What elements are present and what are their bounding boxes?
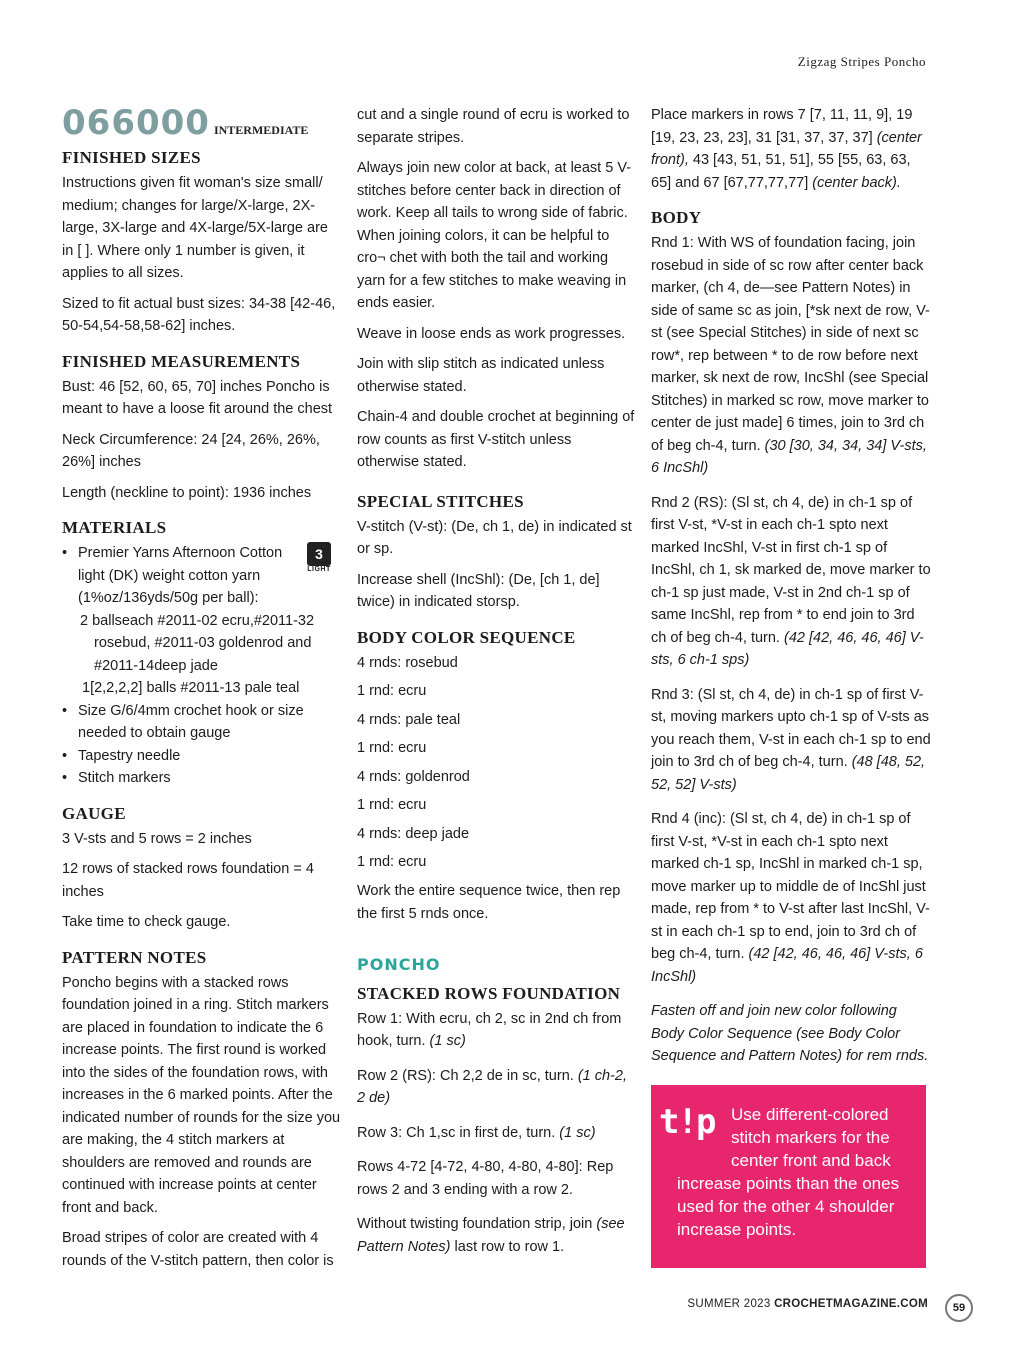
finished-sizes-heading: FINISHED SIZES bbox=[62, 148, 201, 167]
gauge-heading: GAUGE bbox=[62, 803, 126, 823]
pattern-notes-text-1: Poncho begins with a stacked rows foundation joined in a ring. Stitch markers are placed in foundation to indicate the 6 increase points. The first round is worked into the sides of the foundation rows, with increases in the 6 marked points. After the indicated number of rounds for the size you are making, the 4 stitch markers at shoulders are removed and rounds are continued with increase points at center front and back. bbox=[62, 974, 341, 1216]
sequence-item: 4 rnds: rosebud bbox=[357, 654, 458, 671]
finished-measurements-section bbox=[62, 352, 342, 505]
gauge-text-2: 12 rows of stacked rows foundation = 4 inches bbox=[62, 861, 314, 900]
materials-heading: MATERIALS bbox=[62, 518, 167, 537]
row-1-text: With ecru, ch 2, sc in 2nd ch from hook, turn. bbox=[357, 1010, 622, 1049]
column-2 bbox=[357, 104, 635, 1270]
pattern-notes-text-4: Weave in loose ends as work progresses. bbox=[357, 325, 626, 342]
page-footer bbox=[687, 1298, 928, 1310]
gauge-section bbox=[62, 804, 342, 934]
running-head: Zigzag Stripes Poncho bbox=[797, 54, 926, 69]
sequence-item: 1 rnd: ecru bbox=[357, 683, 427, 699]
row-3-text: Ch 1,sc in first de, turn. bbox=[402, 1124, 556, 1141]
pattern-notes-text-5: Join with slip stitch as indicated unless otherwise stated. bbox=[357, 356, 605, 395]
row-1-count: (1 sc) bbox=[425, 1033, 466, 1049]
column-1 bbox=[62, 104, 342, 1286]
gauge-text-3: Take time to check gauge. bbox=[62, 914, 231, 930]
materials-list bbox=[62, 542, 342, 790]
materials-yarn-colors-b: 1[2,2,2,2] balls #2011-13 pale teal bbox=[82, 680, 300, 696]
row-2-text: Ch 2,2 de in sc, turn. bbox=[435, 1067, 574, 1084]
length-value: 1936 inches bbox=[228, 484, 312, 501]
rows-4-72 bbox=[357, 1156, 635, 1201]
pattern-notes-text-3: Always join new color at back, at least 5 V-stitches before center back in direction of work. Keep all tails to wrong side of fabric. When joining colors, it can be helpful to cro¬ chet with both the tail and working yarn for a few stitches to make weaving in ends easier. bbox=[357, 160, 632, 311]
marker-text-1: Place markers in rows 7 [7, 11, 11, 9], 19 [19, 23, 23, 23], 31 [31, 37, 37, 37] bbox=[651, 107, 913, 146]
increase-shell-def bbox=[357, 569, 635, 614]
bust-measurement bbox=[62, 376, 342, 421]
sequence-item: 4 rnds: deep jade bbox=[357, 825, 470, 842]
tip-text bbox=[677, 1103, 912, 1241]
yarn-weight-label: LIGHT bbox=[307, 566, 331, 573]
pattern-notes-text-2-col2: cut and a single round of ecru is worked to separate stripes. bbox=[357, 107, 630, 146]
body-section bbox=[651, 208, 931, 1068]
foundation-section bbox=[357, 984, 635, 1259]
row-2 bbox=[357, 1065, 635, 1110]
gauge-text-1: 3 V-sts and 5 rows = 2 inches bbox=[62, 830, 252, 847]
sequence-note: Work the entire sequence twice, then rep the first 5 rnds once. bbox=[357, 882, 621, 922]
row-3-count: (1 sc) bbox=[555, 1124, 596, 1141]
materials-item-needle: • Tapestry needle bbox=[62, 745, 342, 768]
sequence-item: 4 rnds: pale teal bbox=[357, 711, 461, 728]
join-instruction bbox=[357, 1213, 635, 1258]
marker-italic-2: (center back). bbox=[808, 174, 901, 191]
row-2-label: Row 2 (RS): bbox=[357, 1067, 436, 1084]
join-text: Without twisting foundation strip, join bbox=[357, 1216, 597, 1232]
v-stitch-label: V-stitch (V-st): bbox=[357, 518, 448, 535]
skill-level: INTERMEDIATE bbox=[213, 123, 309, 137]
rnd-1-count: (30 [30, 34, 34, 34] V-sts, 6 IncShl) bbox=[651, 437, 927, 476]
sequence-item: 1 rnd: ecru bbox=[357, 797, 427, 813]
fasten-off bbox=[651, 1000, 931, 1068]
materials-item-yarn: • Premier Yarns Afternoon Cotton light (DK) weight cotton yarn (1%oz/136yds/50g per ball): bbox=[62, 542, 342, 610]
row-2-count: (1 ch-2, 2 de) bbox=[357, 1067, 627, 1106]
finished-sizes-section bbox=[62, 148, 342, 338]
rnd-1 bbox=[651, 232, 931, 480]
footer-site: CROCHETMAGAZINE.COM bbox=[774, 1298, 928, 1310]
sequence-item: 4 rnds: goldenrod bbox=[357, 768, 470, 785]
row-1-label: Row 1: bbox=[357, 1010, 403, 1027]
row-1 bbox=[357, 1008, 635, 1053]
rnd-4-text: (Sl st, ch 4, de) in ch-1 sp of first V-st, *V-st in each ch-1 spto next marked ch-1 sp, IncShl in marked ch-1 sp, move marker up to middle de of IncShl just made, rep from * to V-st after last IncShl, V-st in each ch-1 sp to end, join to 3rd ch of beg ch-4, turn. bbox=[651, 811, 930, 962]
body-heading: BODY bbox=[651, 208, 702, 227]
rnd-3-count: (48 [48, 52, 52, 52] V-sts) bbox=[651, 754, 926, 793]
rnd-2-text: (Sl st, ch 4, de) in ch-1 sp of first V-st, *V-st in each ch-1 spto next marked IncShl, V-st in first ch-1 sp of IncShl, ch 1, sk marked de, move marker to ch-1 sp just made, V-st in 2nd ch-1 sp of same IncShl, rep from * to end join to 3rd ch of beg ch-4, turn. bbox=[651, 494, 931, 646]
neck-label: Neck Circumference: bbox=[62, 431, 198, 448]
length-label: Length (neckline to point): bbox=[62, 484, 229, 501]
special-stitches-heading: SPECIAL STITCHES bbox=[357, 491, 524, 511]
bust-label: Bust: bbox=[62, 378, 96, 395]
pattern-notes-section bbox=[62, 948, 342, 1273]
foundation-heading: STACKED ROWS FOUNDATION bbox=[357, 983, 621, 1003]
column-3 bbox=[651, 104, 931, 1080]
row-3 bbox=[357, 1122, 635, 1145]
sequence-item: 1 rnd: ecru bbox=[357, 740, 427, 756]
rows-4-72-text: Rep rows 2 and 3 ending with a row 2. bbox=[357, 1159, 614, 1198]
rnd-2-count: (42 [42, 46, 46, 46] V-sts, 6 ch-1 sps) bbox=[651, 629, 924, 668]
tip-logo-icon: t!p bbox=[659, 1102, 715, 1142]
poncho-heading: PONCHO bbox=[357, 954, 441, 974]
rnd-4 bbox=[651, 808, 931, 988]
neck-measurement bbox=[62, 429, 342, 474]
v-stitch-text: (De, ch 1, de) in indicated st or sp. bbox=[357, 518, 632, 557]
materials-item-markers: • Stitch markers bbox=[62, 767, 342, 790]
rnd-2 bbox=[651, 492, 931, 672]
rnd-4-count: (42 [42, 46, 46, 46] V-sts, 6 IncShl) bbox=[651, 946, 923, 985]
pattern-notes-heading: PATTERN NOTES bbox=[62, 947, 207, 967]
body-color-sequence-section bbox=[357, 628, 635, 927]
materials-section bbox=[62, 518, 342, 790]
v-stitch-def bbox=[357, 516, 635, 561]
increase-shell-text: (De, [ch 1, de] twice) in indicated storsp. bbox=[357, 571, 600, 610]
rows-4-72-label: Rows 4-72 [4-72, 4-80, 4-80, 4-80]: bbox=[357, 1159, 583, 1175]
pattern-notes-text-2-col1: Broad stripes of color are created with 4 rounds of the V-stitch pattern, then color is bbox=[62, 1230, 334, 1269]
finished-sizes-text: Instructions given fit woman's size small/ medium; changes for large/X-large, 2X-large, 3X-large and 4X-large/5X-large are in [ ]. Where only 1 number is given, it applies to all sizes. bbox=[62, 175, 328, 281]
length-measurement bbox=[62, 482, 342, 505]
increase-shell-label: Increase shell (IncShl): bbox=[357, 571, 505, 588]
join-text-2: last row to row 1. bbox=[450, 1238, 565, 1255]
materials-yarn-colors-a: 2 ballseach #2011-02 ecru,#2011-32 rosebud, #2011-03 goldenrod and #2011-14deep jade bbox=[80, 612, 315, 674]
rnd-1-label: Rnd 1: bbox=[651, 235, 694, 251]
pattern-notes-text-6: Chain-4 and double crochet at beginning of row counts as first V-stitch unless otherwise stated. bbox=[357, 409, 635, 470]
rnd-3 bbox=[651, 684, 931, 797]
tip-line-2: increase points than the ones used for the other 4 shoulder increase points. bbox=[677, 1174, 900, 1239]
rnd-1-text: With WS of foundation facing, join rosebud in side of sc row after center back marker, (ch 4, de—see Pattern Notes) in side of same sc as join, [*sk next de row, V-st (see Special Stitches) in side of next sc row*, rep between * to de row before next marker, sk next de row, IncShl (see Special Stitches) in marked sc row, move marker to center de just made] 6 times, join to 3rd ch of beg ch-4, turn. bbox=[651, 235, 930, 454]
body-color-sequence-heading: BODY COLOR SEQUENCE bbox=[357, 627, 576, 647]
materials-item-hook: • Size G/6/4mm crochet hook or size needed to obtain gauge bbox=[62, 700, 342, 745]
pattern-number: 066000 bbox=[62, 103, 210, 143]
tip-box bbox=[651, 1085, 926, 1268]
bust-value: 46 [52, 60, 65, 70] inches Poncho is meant to have a loose fit around the chest bbox=[62, 378, 333, 417]
rnd-3-text: (Sl st, ch 4, de) in ch-1 sp of first V-st, moving markers upto ch-1 sp of V-sts as you reach them, V-st in each ch-1 sp to end join to 3rd ch of beg ch-4, turn. bbox=[651, 686, 931, 770]
fasten-off-text: Fasten off and join new color following Body Color Sequence (see Body Color Sequence and Pattern Notes) for rem rnds. bbox=[651, 1003, 929, 1064]
marker-italic-1: (center front), bbox=[651, 129, 922, 168]
sequence-item: 1 rnd: ecru bbox=[357, 854, 427, 870]
rnd-2-label: Rnd 2 (RS): bbox=[651, 494, 728, 511]
rnd-4-label: Rnd 4 (inc): bbox=[651, 811, 726, 827]
row-3-label: Row 3: bbox=[357, 1124, 403, 1141]
bust-sizes-text: Sized to fit actual bust sizes: 34-38 [42-46, 50-54,54-58,58-62] inches. bbox=[62, 295, 336, 334]
tip-line-1: Use different-colored stitch markers for the center front and back bbox=[731, 1105, 891, 1170]
marker-placement bbox=[651, 104, 931, 194]
finished-measurements-heading: FINISHED MEASUREMENTS bbox=[62, 351, 301, 371]
marker-text-2: 43 [43, 51, 51, 51], 55 [55, 63, 63, 65] and 67 [67,77,77,77] bbox=[651, 152, 911, 191]
page-number: 59 bbox=[945, 1294, 973, 1322]
footer-issue: SUMMER 2023 bbox=[687, 1298, 771, 1310]
neck-value: 24 [24, 26%, 26%, 26%] inches bbox=[62, 431, 320, 470]
rnd-3-label: Rnd 3: bbox=[651, 686, 694, 703]
pattern-header bbox=[62, 103, 342, 143]
join-italic: (see Pattern Notes) bbox=[357, 1216, 625, 1255]
yarn-weight-number: 3 bbox=[307, 542, 331, 566]
special-stitches-section bbox=[357, 492, 635, 614]
